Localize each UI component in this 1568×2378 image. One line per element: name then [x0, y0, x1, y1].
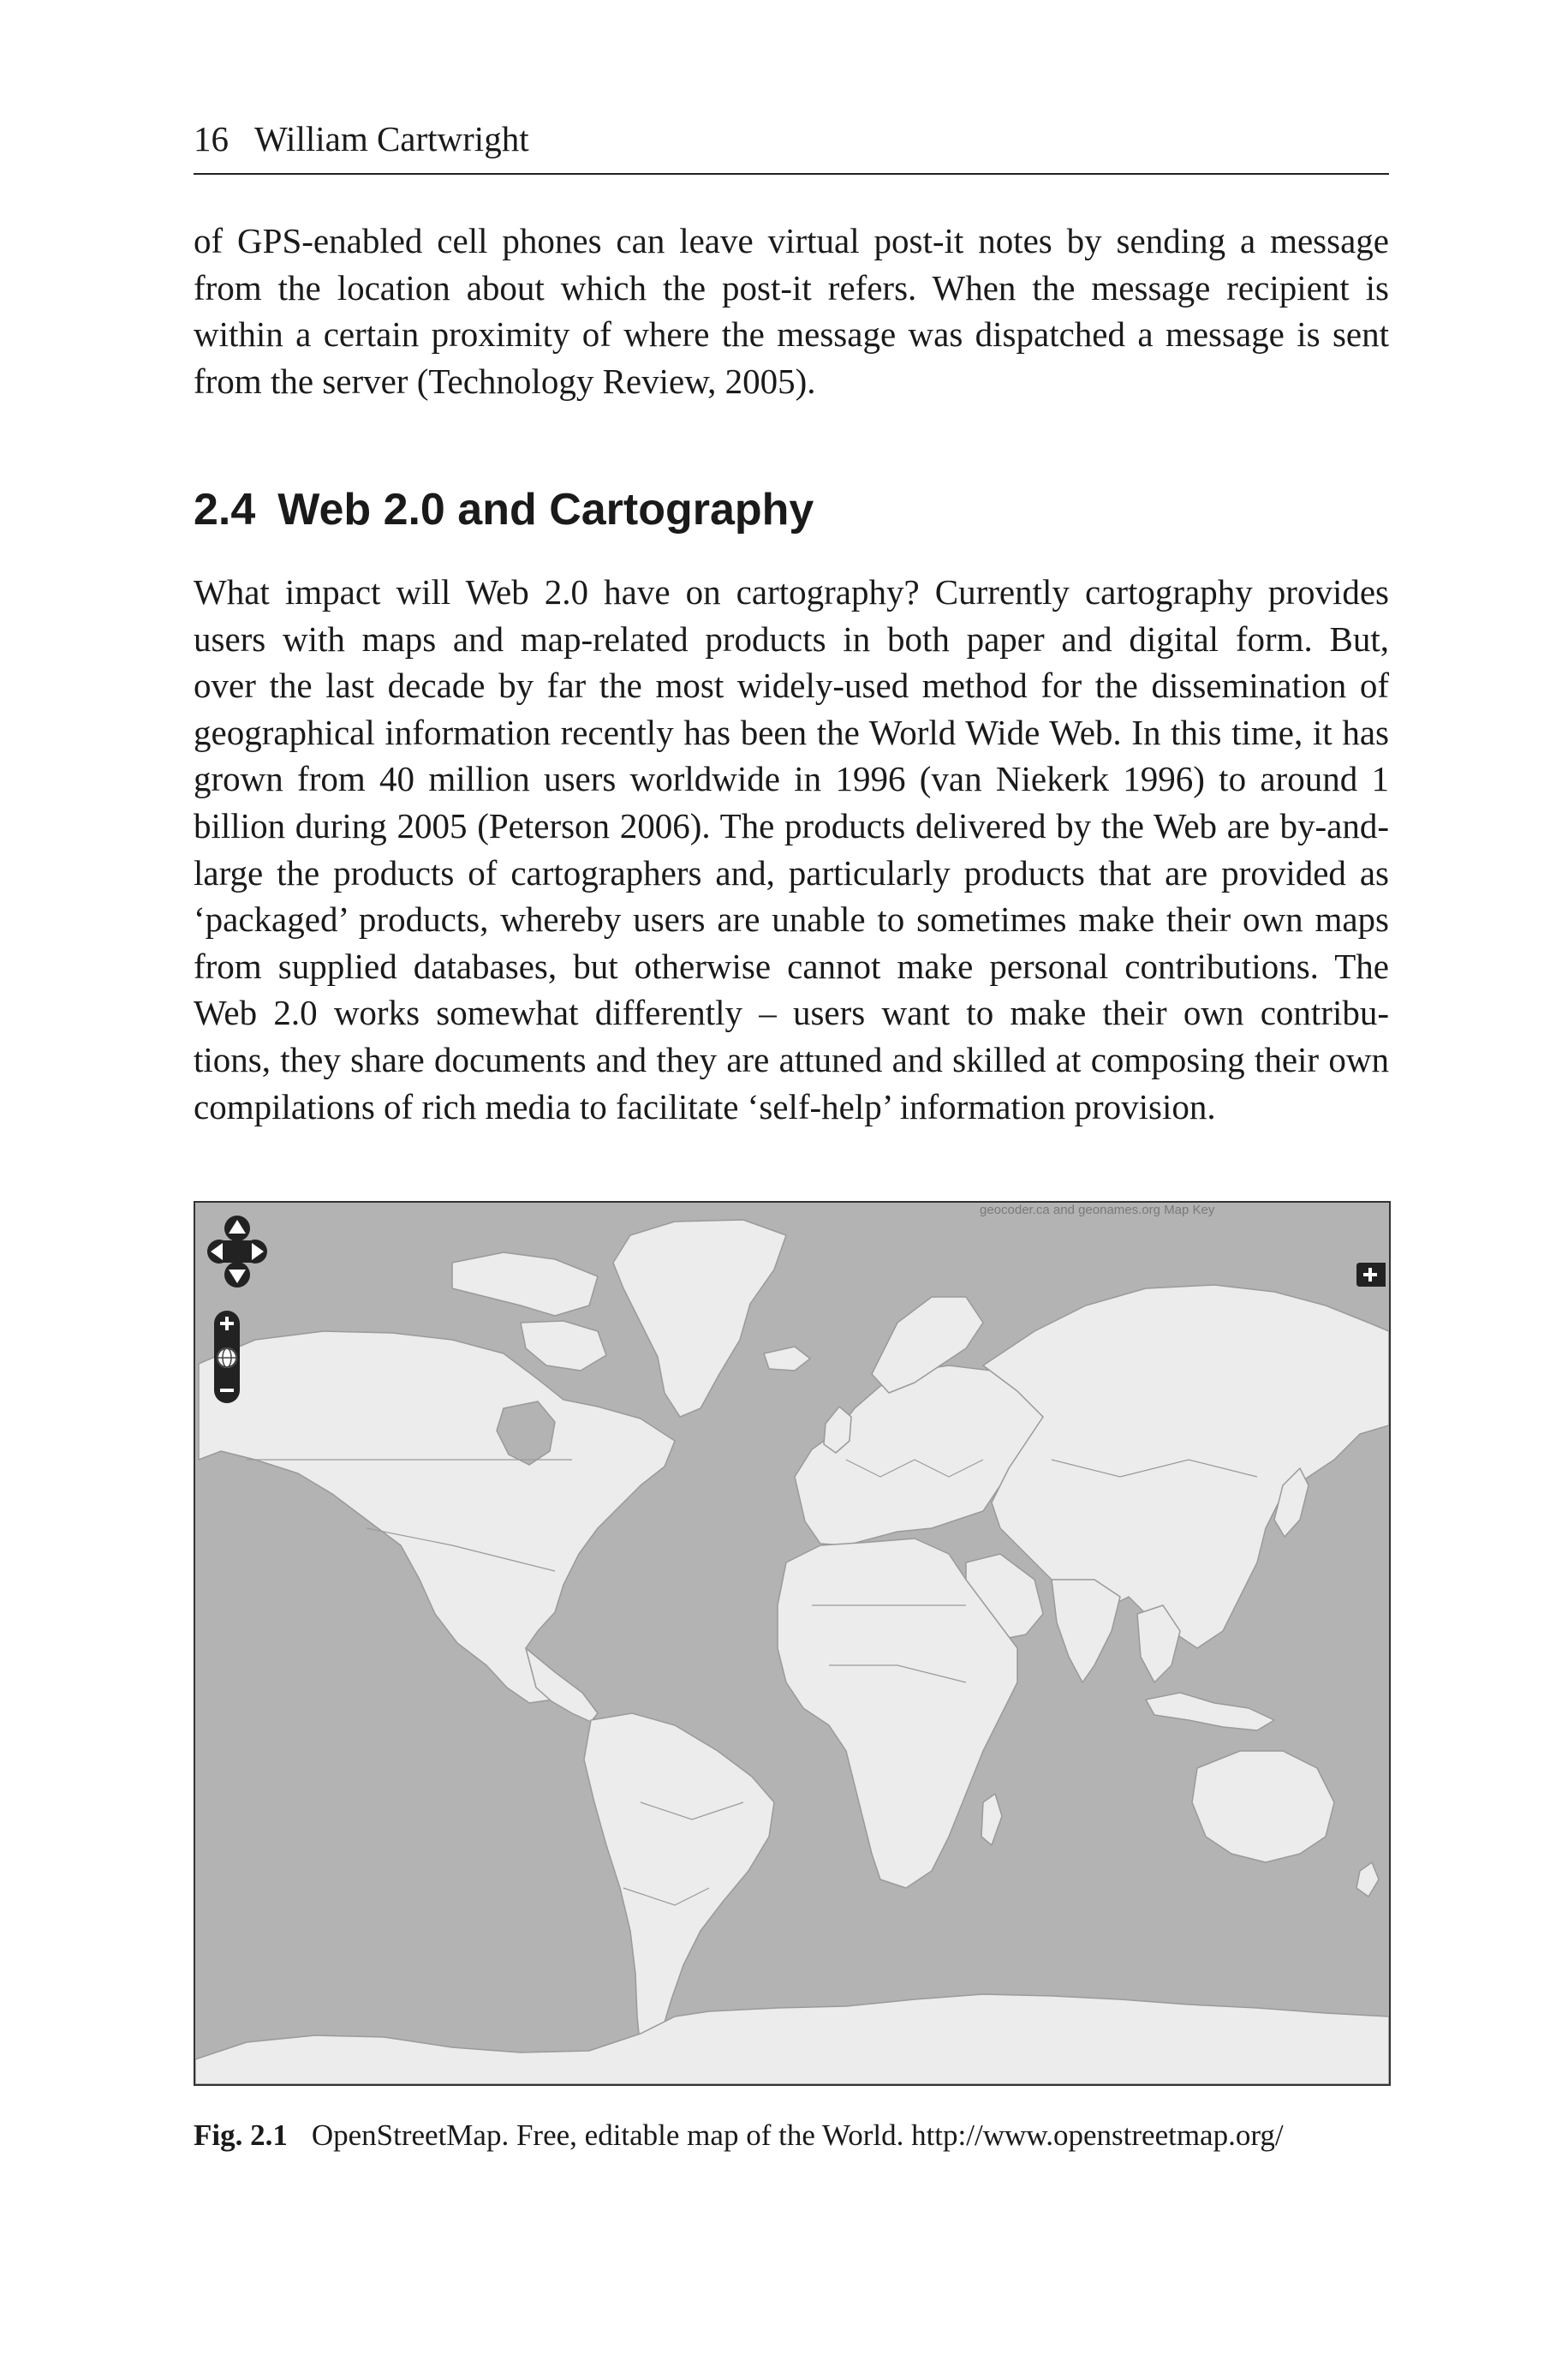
map-attribution[interactable]: geocoder.ca and geonames.org Map Key — [980, 1203, 1215, 1217]
plus-icon[interactable] — [212, 1309, 241, 1338]
header-rule — [194, 173, 1389, 175]
running-head-author: William Cartwright — [254, 119, 529, 158]
minus-icon[interactable] — [212, 1376, 241, 1405]
world-map — [195, 1203, 1389, 2084]
text-line: compilations of rich media to facilitate ‘self-help’ information provision. — [194, 1086, 1216, 1126]
globe-icon[interactable] — [212, 1343, 241, 1372]
pan-arrows-icon[interactable] — [207, 1215, 267, 1288]
page-number: 16 — [194, 119, 229, 158]
text-line: within a certain proximity of where the message was dispatched a message is sent — [194, 314, 1389, 355]
section-heading — [194, 482, 814, 537]
paragraph-continuation — [194, 218, 1389, 404]
figure-caption — [194, 2117, 1284, 2154]
text-line: users with maps and map-related products in both paper and digital form. But, — [194, 618, 1389, 659]
text-line: of GPS-enabled cell phones can leave virtual post-it notes by sending a message — [194, 221, 1389, 260]
layer-switcher-button[interactable] — [1356, 1259, 1386, 1288]
figure-caption-text: OpenStreetMap. Free, editable map of the World. http://www.openstreetmap.org/ — [311, 2118, 1284, 2152]
text-line: from the location about which the post-it refers. When the message recipient is — [194, 267, 1389, 308]
text-line: over the last decade by far the most widely-used method for the dissemination of — [194, 666, 1389, 706]
running-head — [194, 117, 1389, 161]
figure-label: Fig. 2.1 — [194, 2118, 288, 2152]
section-number: 2.4 — [194, 485, 256, 535]
paragraph-body — [194, 569, 1389, 1130]
section-title: Web 2.0 and Cartography — [277, 485, 814, 535]
text-line: billion during 2005 (Peterson 2006). The products delivered by the Web are by-and- — [194, 805, 1389, 845]
text-line: Web 2.0 works somewhat differently – users want to make their own contribu- — [194, 993, 1389, 1033]
text-line: What impact will Web 2.0 have on cartography? Currently cartography provides — [194, 572, 1389, 612]
world-map-figure — [194, 1201, 1391, 2086]
text-line: grown from 40 million users worldwide in 1996 (van Niekerk 1996) to around 1 — [194, 759, 1389, 799]
plus-icon — [1368, 1268, 1372, 1282]
text-line: ‘packaged’ products, whereby users are unable to sometimes make their own maps — [194, 899, 1389, 940]
text-line: from the server (Technology Review, 2005). — [194, 361, 816, 401]
text-line: large the products of cartographers and, particularly products that are provided as — [194, 852, 1389, 893]
text-line: from supplied databases, but otherwise cannot make personal contributions. The — [194, 946, 1389, 986]
text-line: tions, they share documents and they are attuned and skilled at composing their own — [194, 1039, 1389, 1079]
text-line: geographical information recently has been the World Wide Web. In this time, it has — [194, 712, 1389, 752]
